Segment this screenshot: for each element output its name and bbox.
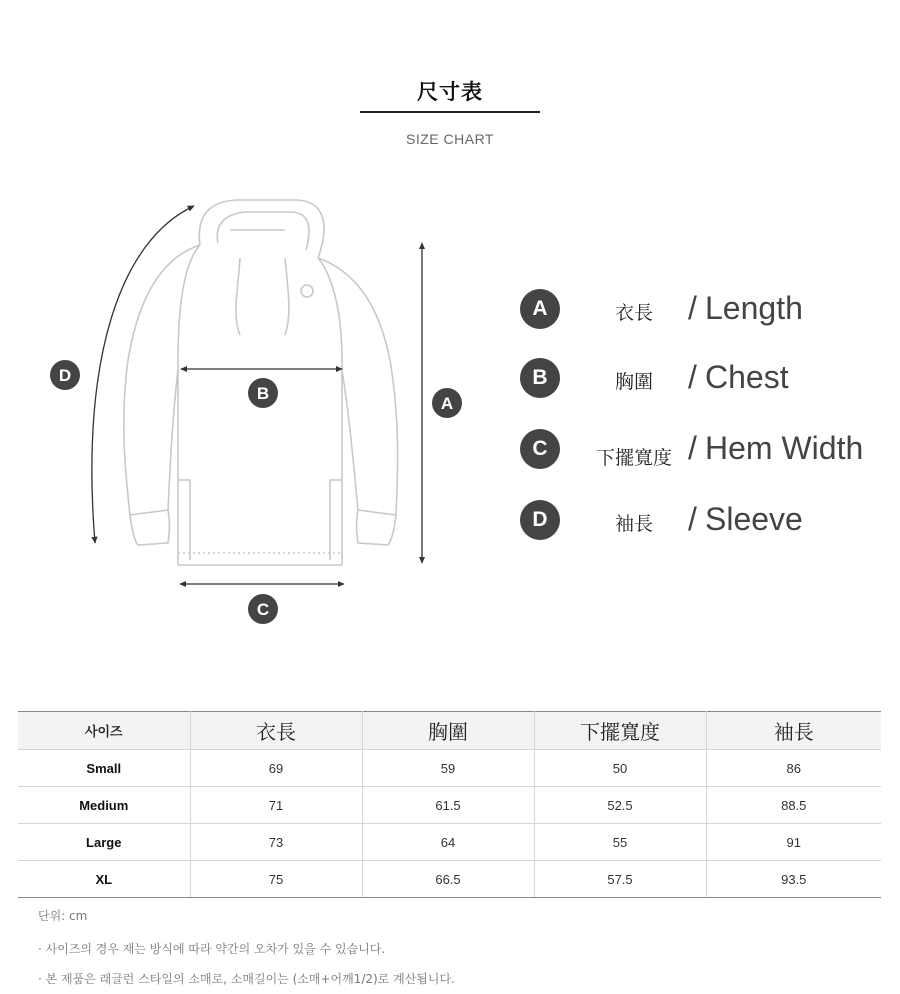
table-row — [18, 750, 881, 787]
legend-label-ko: 胸圍 — [614, 371, 653, 393]
diagram-badge-c — [248, 594, 278, 624]
table-header-row — [18, 712, 881, 750]
legend-slash: / — [688, 359, 697, 395]
length-cell: 73 — [190, 824, 362, 861]
svg-text:A: A — [440, 394, 454, 413]
length-cell: 71 — [190, 787, 362, 824]
svg-text:D: D — [58, 366, 72, 385]
table-row — [18, 824, 881, 861]
legend-label-ko: 袖長 — [614, 513, 653, 535]
header-sleeve: 袖長 — [706, 712, 881, 750]
size-cell: XL — [18, 861, 190, 898]
unit-note: 단위: cm — [38, 909, 88, 923]
legend-badge-d: D — [520, 500, 560, 540]
hem-width-cell: 50 — [534, 750, 706, 787]
legend-badge-b: B — [520, 358, 560, 398]
hoodie-diagram — [40, 190, 480, 630]
diagram-badge-d — [50, 360, 80, 390]
legend-label-en: Hem Width — [705, 430, 864, 466]
legend-label-en: Length — [705, 290, 803, 326]
chest-cell: 61.5 — [362, 787, 534, 824]
hem-width-cell: 57.5 — [534, 861, 706, 898]
size-table — [18, 711, 881, 898]
svg-text:B: B — [256, 384, 270, 403]
chest-cell: 59 — [362, 750, 534, 787]
legend-slash: / — [688, 501, 697, 537]
page-title: 尺寸表 — [417, 80, 483, 104]
sleeve-cell: 88.5 — [706, 787, 881, 824]
legend-label-en: Sleeve — [705, 501, 803, 537]
size-cell: Medium — [18, 787, 190, 824]
table-row — [18, 787, 881, 824]
legend-label-ko: 衣長 — [614, 302, 653, 324]
legend-badge-c: C — [520, 429, 560, 469]
chest-cell: 64 — [362, 824, 534, 861]
sleeve-cell: 86 — [706, 750, 881, 787]
length-cell: 75 — [190, 861, 362, 898]
title-underline — [360, 111, 540, 113]
page-subtitle: SIZE CHART — [406, 131, 494, 147]
sleeve-note: · 본 제품은 래글런 스타일의 소매로, 소매길이는 (소매+어깨1/2)로 계산됩니다. — [38, 972, 455, 986]
header-length: 衣長 — [190, 712, 362, 750]
legend-slash: / — [688, 290, 697, 326]
legend-slash: / — [688, 430, 697, 466]
chest-cell: 66.5 — [362, 861, 534, 898]
size-cell: Small — [18, 750, 190, 787]
diagram-badge-b — [248, 378, 278, 408]
sleeve-cell: 93.5 — [706, 861, 881, 898]
measurement-note: · 사이즈의 경우 재는 방식에 따라 약간의 오차가 있을 수 있습니다. — [38, 942, 386, 956]
table-row — [18, 861, 881, 898]
hem-width-cell: 55 — [534, 824, 706, 861]
header-chest: 胸圍 — [362, 712, 534, 750]
legend-label-en: Chest — [705, 359, 789, 395]
svg-text:C: C — [256, 600, 270, 619]
sleeve-cell: 91 — [706, 824, 881, 861]
diagram-badge-a — [432, 388, 462, 418]
length-cell: 69 — [190, 750, 362, 787]
header-hem-width: 下擺寬度 — [534, 712, 706, 750]
legend-label-ko: 下擺寬度 — [595, 447, 672, 469]
legend-badge-a: A — [520, 289, 560, 329]
size-cell: Large — [18, 824, 190, 861]
hem-width-cell: 52.5 — [534, 787, 706, 824]
header-size: 사이즈 — [18, 712, 190, 750]
